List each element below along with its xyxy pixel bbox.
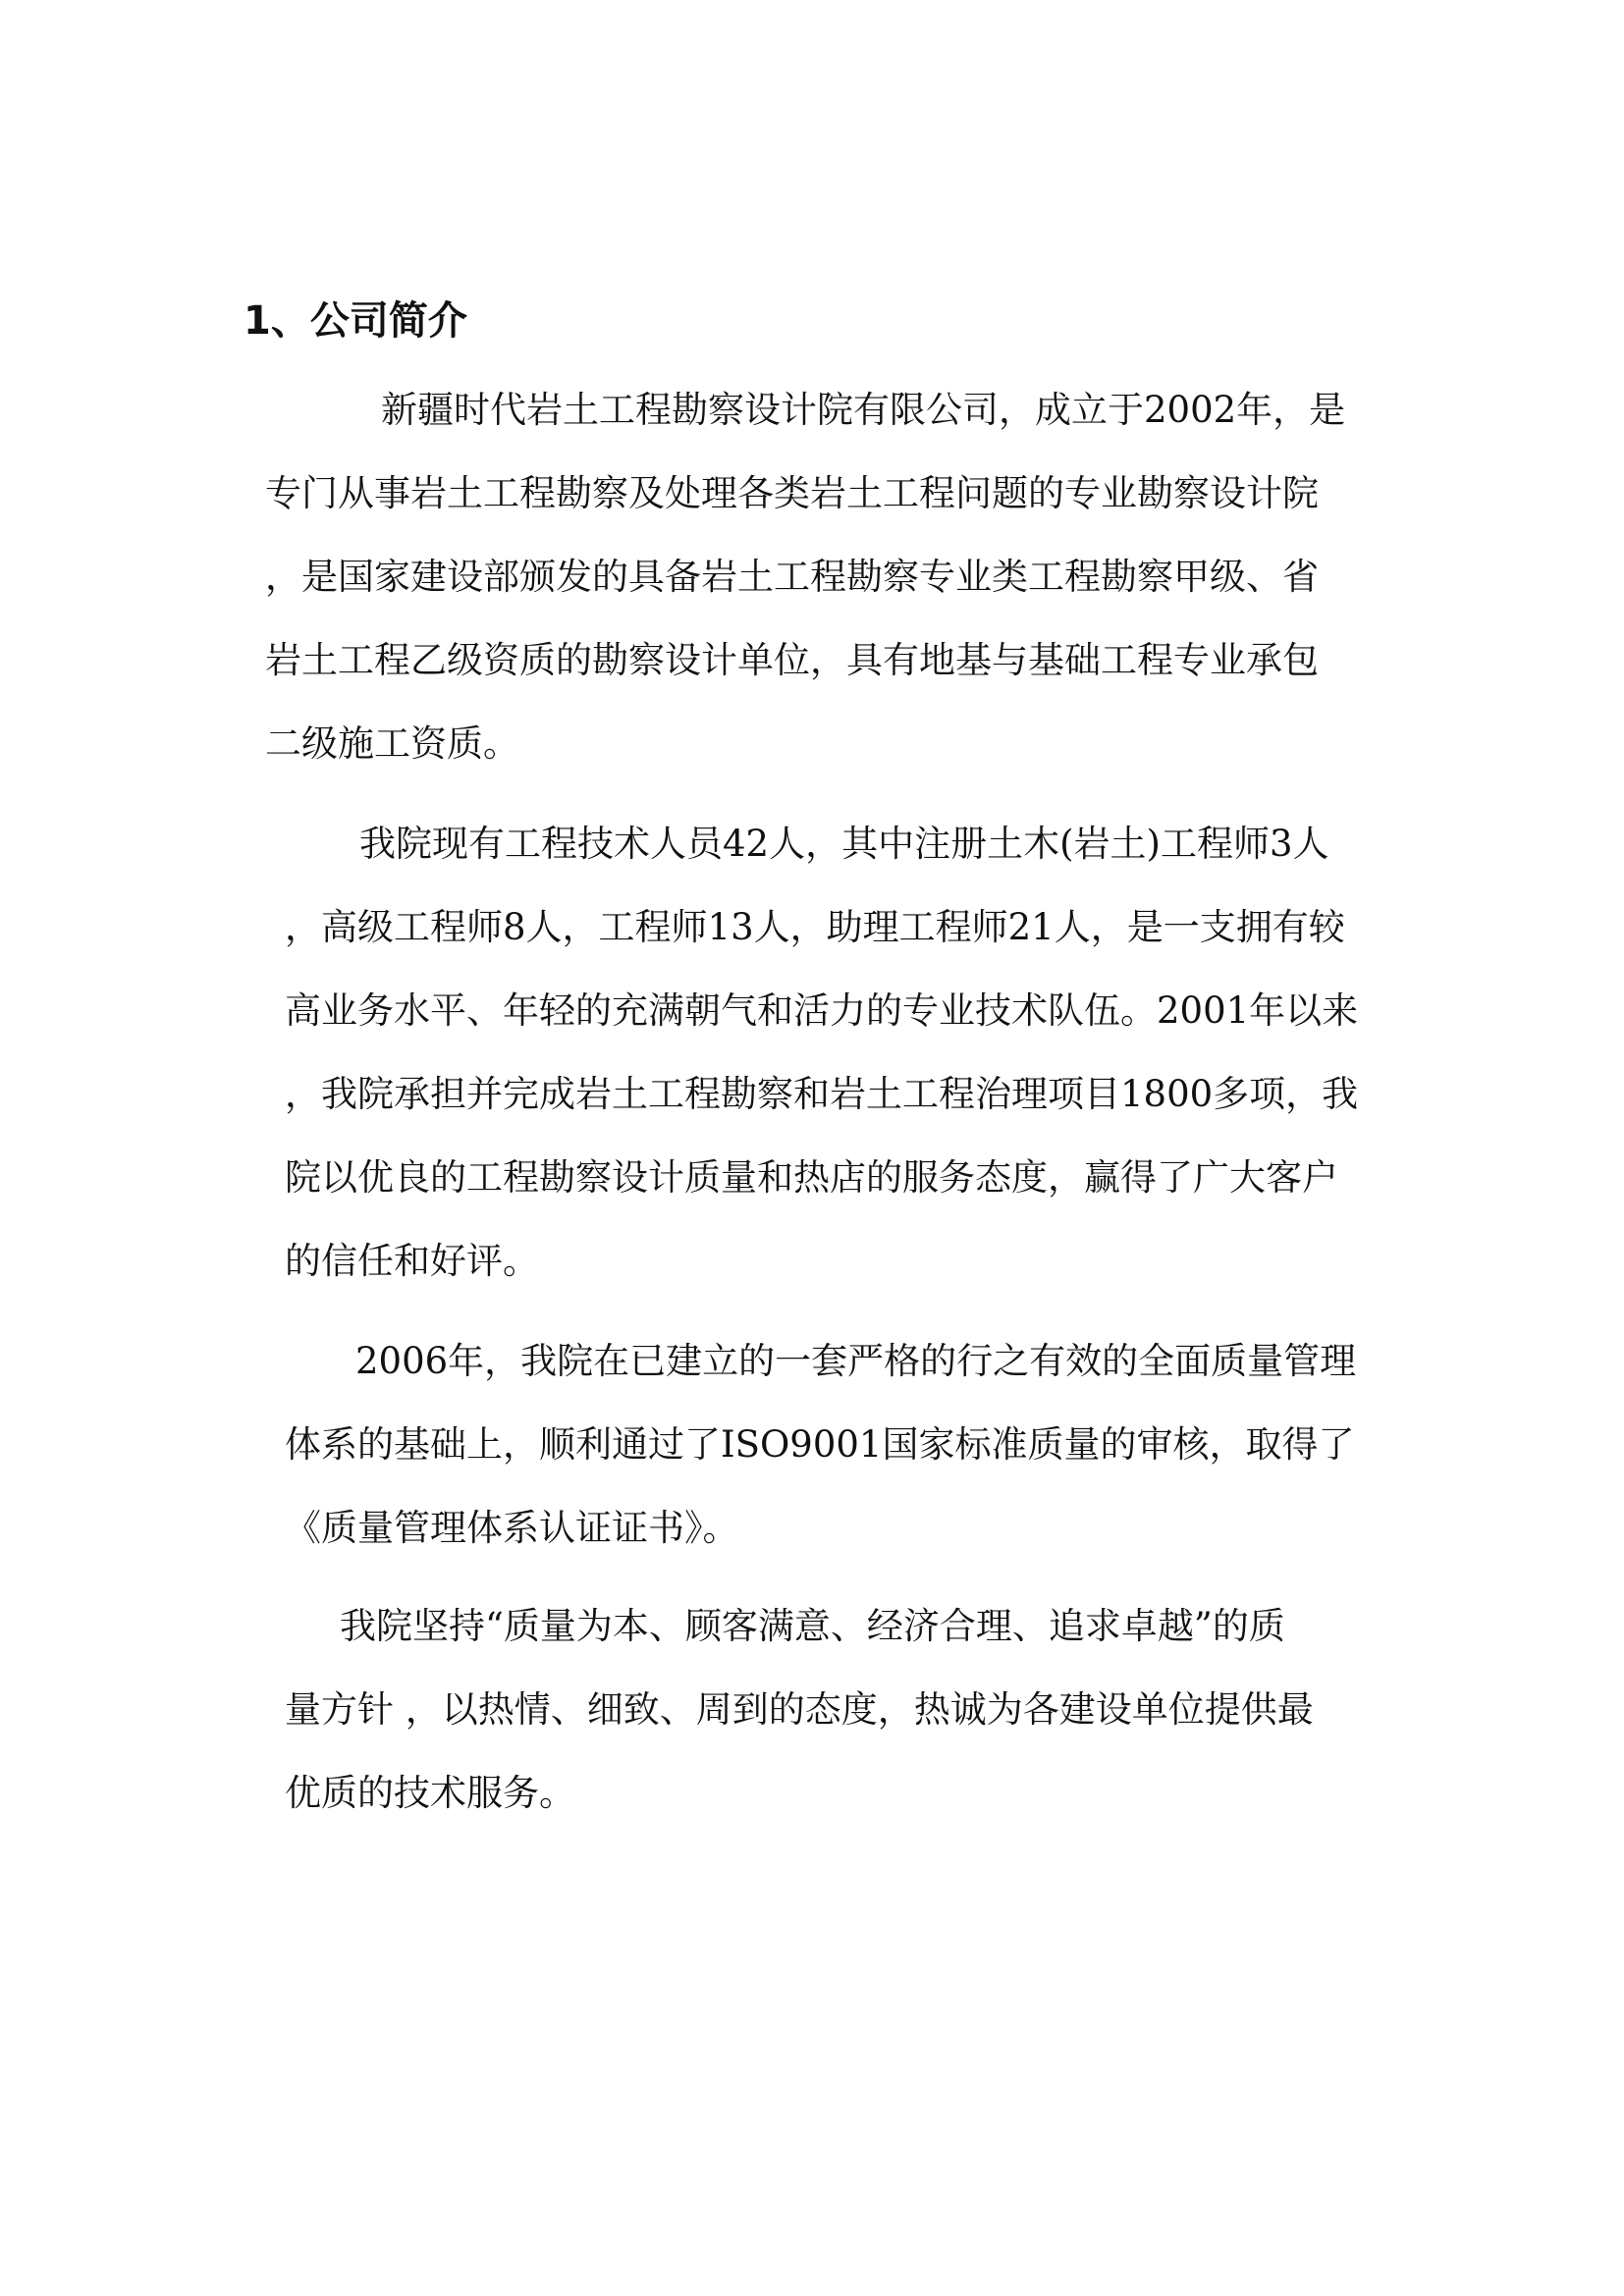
paragraph-line: 二级施工资质。 — [265, 722, 519, 765]
paragraph-line: 2006年，我院在已建立的一套严格的行之有效的全面质量管理 — [355, 1340, 1357, 1382]
paragraph-line: ，高级工程师8人，工程师13人，助理工程师21人，是一支拥有较 — [285, 906, 1345, 948]
paragraph-line: ，是国家建设部颁发的具备岩土工程勘察专业类工程勘察甲级、省 — [265, 556, 1319, 598]
paragraph-line: 院以优良的工程勘察设计质量和热店的服务态度，赢得了广大客户 — [285, 1156, 1338, 1199]
paragraph-line: 我院坚持“质量为本、顾客满意、经济合理、追求卓越”的质 — [340, 1605, 1285, 1647]
paragraph-line: 高业务水平、年轻的充满朝气和活力的专业技术队伍。2001年以来 — [285, 989, 1359, 1032]
paragraph-line: 体系的基础上，顺利通过了ISO9001国家标准质量的审核，取得了 — [285, 1423, 1355, 1466]
paragraph-line: 优质的技术服务。 — [285, 1772, 575, 1814]
paragraph-line: ，我院承担并完成岩土工程勘察和岩土工程治理项目1800多项，我 — [285, 1073, 1359, 1115]
paragraph-line: 专门从事岩土工程勘察及处理各类岩土工程问题的专业勘察设计院 — [265, 472, 1319, 514]
paragraph-line: 岩土工程乙级资质的勘察设计单位，具有地基与基础工程专业承包 — [265, 639, 1319, 681]
paragraph-line: 《质量管理体系认证证书》。 — [285, 1507, 739, 1549]
paragraph-line: 的信任和好评。 — [285, 1240, 539, 1282]
paragraph-line: 量方针 ，以热情、细致、周到的态度，热诚为各建设单位提供最 — [285, 1688, 1314, 1731]
paragraph-line: 我院现有工程技术人员42人，其中注册土木(岩土)工程师3人 — [359, 823, 1329, 865]
paragraph-line: 新疆时代岩土工程勘察设计院有限公司，成立于2002年，是 — [381, 389, 1346, 431]
section-heading: 1、公司简介 — [244, 298, 467, 344]
